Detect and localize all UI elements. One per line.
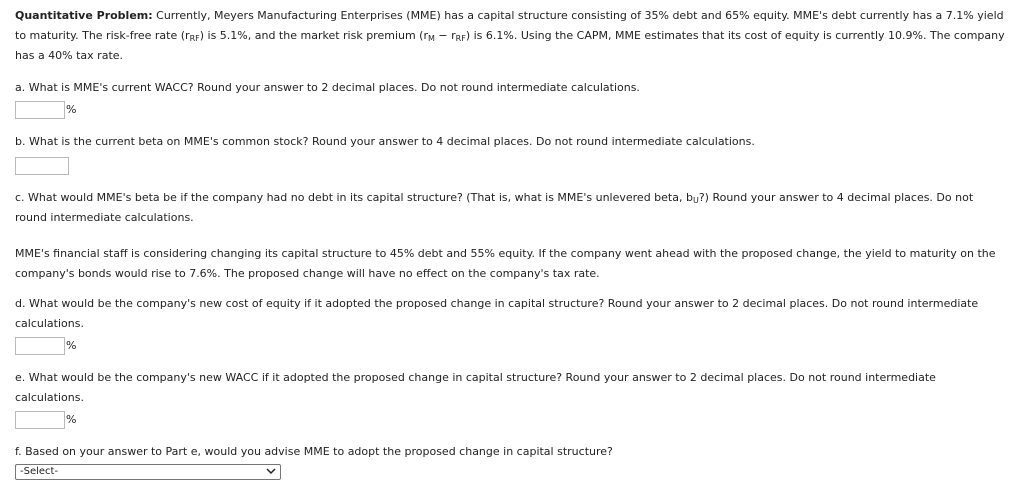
question-b: b. What is the current beta on MME's common stock? Round your answer to 4 decimal places. Do not round intermediate calculations.	[15, 135, 755, 148]
question-c: c. What would MME's beta be if the company had no debt in its capital structure? (That is, what is MME's unlevered beta, $b_U$?) Round your answer to 4 decimal places. Do not round intermediate calculations.	[15, 191, 974, 224]
new-cost-of-equity-input[interactable]	[15, 337, 65, 355]
chevron-down-icon	[266, 467, 276, 478]
question-e: e. What would be the company's new WACC if it adopted the proposed change in capital structure? Round your answer to 2 decimal places. Do not round intermediate calculations.	[15, 371, 936, 404]
answer-row-d	[15, 334, 1008, 358]
question-f: f. Based on your answer to Part e, would you advise MME to adopt the proposed change in capital structure?	[15, 445, 613, 458]
answer-row-a	[15, 98, 1008, 122]
new-wacc-input[interactable]	[15, 411, 65, 429]
question-d: d. What would be the company's new cost of equity if it adopted the proposed change in capital structure? Round your answer to 2 decimal places. Do not round intermediate calculations.	[15, 297, 979, 330]
wacc-input[interactable]	[15, 101, 65, 119]
problem-intro: Quantitative Problem: Currently, Meyers Manufacturing Enterprises (MME) has a capital structure consisting of 35% debt and 65% equity. MME's debt currently has a 7.1% yield to maturity. The risk-free rate $(r_{RF})$ is 5.1%, and the market risk premium $(r_M - r_{RF})$ is 6.1%. Using the CAPM, MME estimates that its cost of equity is currently 10.9%. The company has a 40% tax rate.	[15, 9, 1005, 62]
intro-label: Quantitative Problem:	[15, 9, 153, 22]
percent-label: %	[66, 413, 77, 426]
beta-input[interactable]	[15, 157, 69, 175]
answer-row-e	[15, 408, 1008, 432]
percent-label: %	[66, 339, 77, 352]
advice-select[interactable]	[15, 464, 281, 480]
percent-label: %	[66, 103, 77, 116]
staff-paragraph: MME's financial staff is considering changing its capital structure to 45% debt and 55% equity. If the company went ahead with the proposed change, the yield to maturity on the company's bonds would rise to 7.6%. The proposed change will have no effect on the company's tax rate.	[15, 247, 996, 280]
question-a: a. What is MME's current WACC? Round your answer to 2 decimal places. Do not round intermediate calculations.	[15, 81, 640, 94]
answer-row-b	[15, 154, 1008, 178]
select-value: -Select-	[20, 466, 59, 477]
